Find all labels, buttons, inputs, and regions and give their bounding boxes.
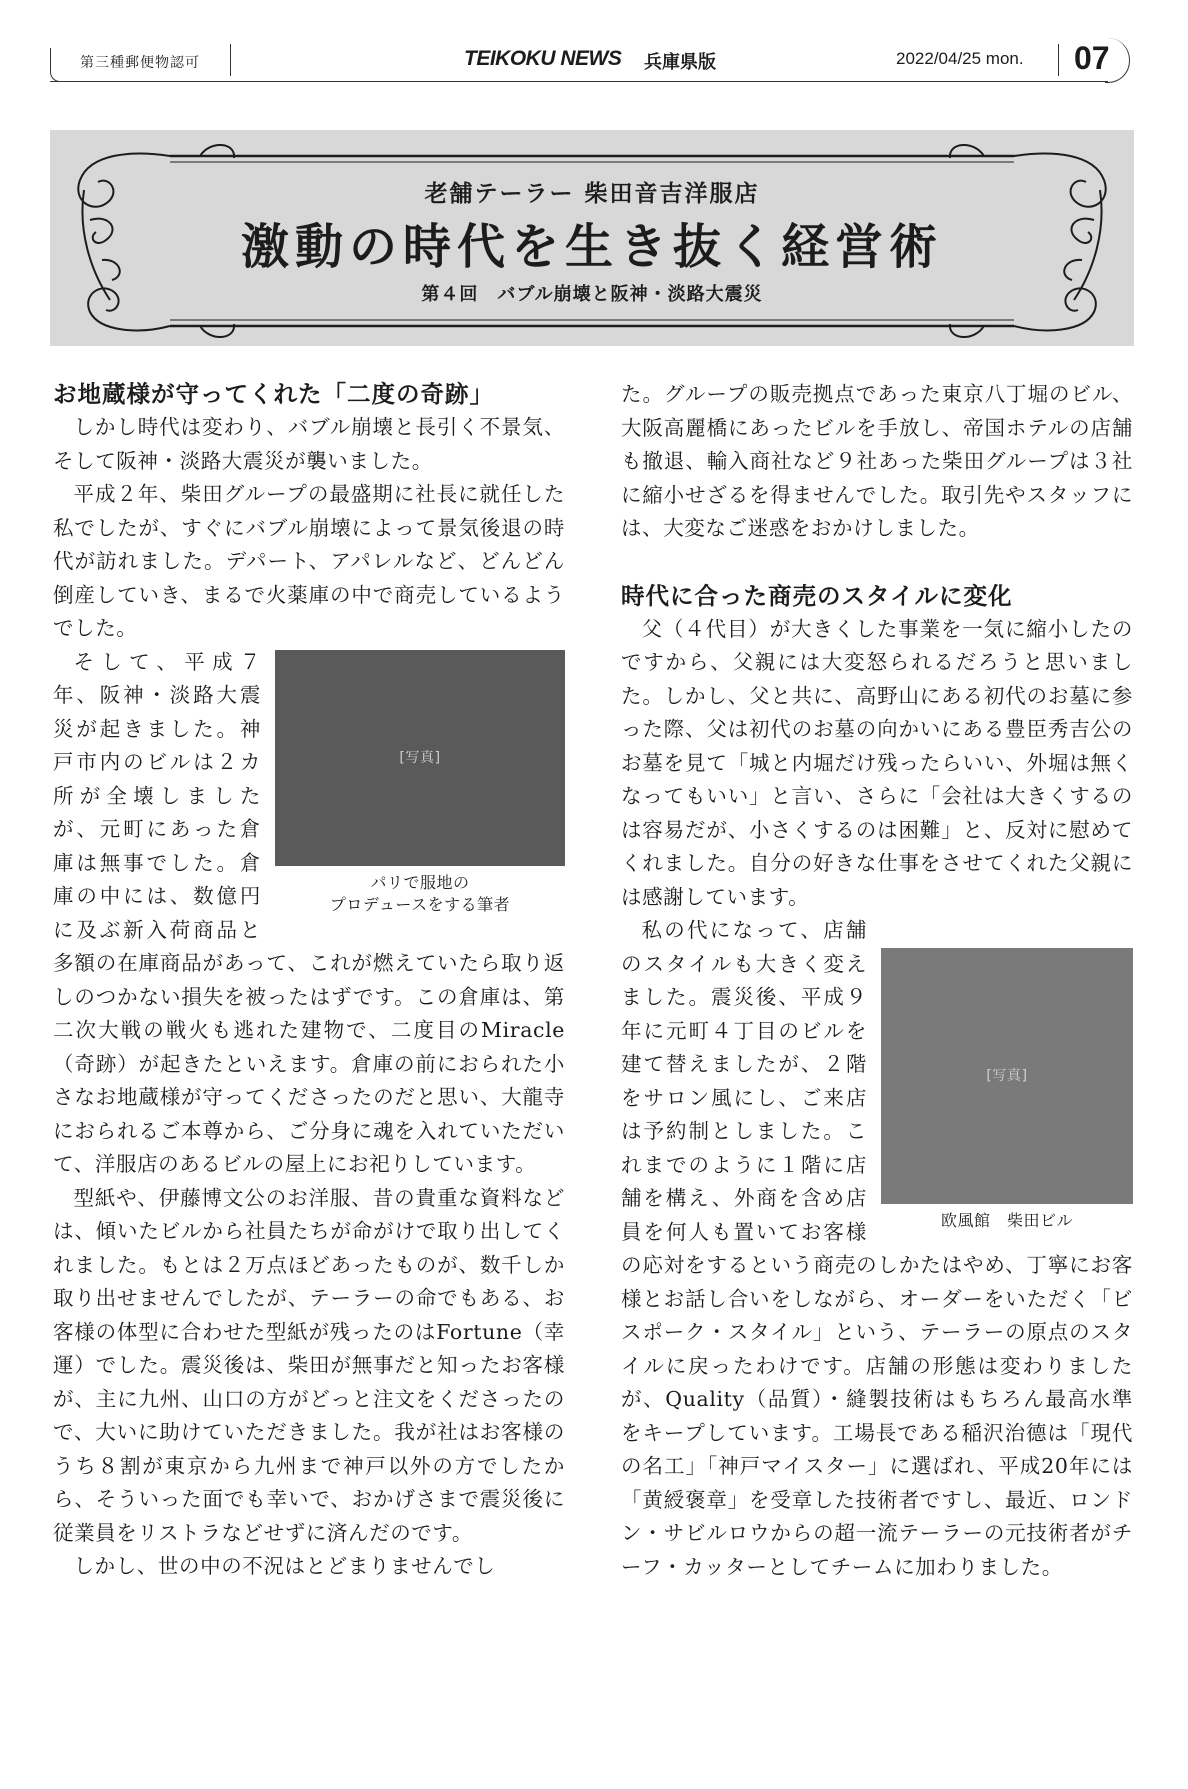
author-photo-figure — [275, 650, 565, 916]
series-banner — [50, 130, 1134, 346]
page-number: 07 — [1074, 40, 1110, 76]
article-paragraph: 型紙や、伊藤博文公のお洋服、昔の貴重な資料などは、傾いたビルから社員たちが命がけで取り出してくれました。もとは２万点ほどあったものが、数千しか取り出せませんでしたが、テーラーの命でもある、お客様の体型に合わせた型紙が残ったのはFortune（幸運）でした。震災後は、柴田が無事だと知ったお客様が、主に九州、山口の方がどっと注文をくださったので、大いに助けていただきました。我が社はお客様のうち８割が東京から九州まで神戸以外の方でしたから、そういった面でも幸いで、おかげさまで震災後に従業員をリストラなどせずに済んだのです。 — [53, 1185, 565, 1545]
photo-caption-line: パリで服地の — [370, 872, 470, 892]
issue-date: 2022/04/25 mon. — [896, 49, 1024, 68]
article-paragraph: しかし、世の中の不況はとどまりませんでし — [73, 1554, 496, 1578]
article-column-left — [53, 378, 565, 1584]
edition-label: 兵庫県版 — [644, 52, 716, 73]
article-paragraph: 私の代になって、店舗のスタイルも大きく変えました。震災後、平成９年に元町４丁目のビルを建て替えましたが、２階をサロン風にし、ご来店は予約制としました。これまでのように１階に店舗を構え、外商を含め店員を何人も置いてお客様の応対をするという商売のしかたはやめ、丁寧にお客様とお話し合いをしながら、オーダーをいただく「ビスポーク・スタイル」という、テーラーの原点のスタイルに戻ったわけです。店舗の形態は変わりましたが、Quality（品質）・縫製技術はもちろん最高水準をキープしています。工場長である稲沢治德は「現代の名工」「神戸マイスター」に選ばれ、平成20年には「黄綬褒章」を受章した技術者ですし、最近、ロンドン・サビルロウからの超一流テーラーの元技術者がチーフ・カッターとしてチームに加わりました。 — [621, 918, 1133, 1579]
header-divider — [230, 44, 231, 76]
page-header — [50, 38, 1130, 82]
section-heading: 時代に合った商売のスタイルに変化 — [621, 581, 1013, 610]
series-kicker: 老舗テーラー 柴田音吉洋服店 — [424, 180, 760, 207]
postal-permit: 第三種郵便物認可 — [80, 55, 200, 71]
series-title: 激動の時代を生き抜く経営術 — [240, 219, 943, 275]
article-paragraph-continued: た。グループの販売拠点であった東京八丁堀のビル、大阪高麗橋にあったビルを手放し、帝国ホテルの店舗も撤退、輸入商社など９社あった柴田グループは３社に縮小せざるを得ませんでした。取引先やスタッフには、大変なご迷惑をおかけしました。 — [621, 382, 1133, 540]
section-heading: お地蔵様が守ってくれた「二度の奇跡」 — [53, 380, 494, 408]
article-paragraph: 父（４代目）が大きくした事業を一気に縮小したのですから、父親には大変怒られるだろうと思いました。しかし、父と共に、高野山にある初代のお墓に参った際、父は初代のお墓の向かいにある豊臣秀吉公のお墓を見て「城と内堀だけ残ったらいい、外堀は無くなってもいい」と言い、さらに「会社は大きくするのは容易だが、小さくするのは困難」と、反対に慰めてくれました。自分の好きな仕事をさせてくれた父親には感謝しています。 — [621, 616, 1133, 909]
episode-subtitle: 第４回 バブル崩壊と阪神・淡路大震災 — [421, 284, 763, 305]
article-paragraph: そして、平成７年、阪神・淡路大震災が起きました。神戸市内のビルは２カ所が全壊しましたが、元町にあった倉庫は無事でした。倉庫の中には、数億円に及ぶ新入荷商品と多額の在庫商品があって、これが燃えていたら取り返しのつかない損失を被ったはずです。この倉庫は、第二次大戦の戦火も逃れた建物で、二度目のMiracle（奇跡）が起きたといえます。倉庫の前におられた小さなお地蔵様が守ってくださったのだと思い、大龍寺におられるご本尊から、ご分身に魂を入れていただいて、洋服店のあるビルの屋上にお祀りしています。 — [53, 649, 565, 1176]
author-photo: [写真] — [275, 650, 565, 866]
header-right-bracket — [1105, 38, 1130, 83]
building-photo: [写真] — [881, 948, 1133, 1204]
photo-caption-line: プロデュースをする筆者 — [329, 894, 511, 914]
article-column-right — [621, 378, 1133, 1584]
building-photo-figure — [881, 948, 1133, 1232]
article-paragraph: しかし時代は変わり、バブル崩壊と長引く不景気、そして阪神・淡路大震災が襲いました。 — [53, 415, 565, 473]
article-paragraph: 平成２年、柴田グループの最盛期に社長に就任した私でしたが、すぐにバブル崩壊によって景気後退の時代が訪れました。デパート、アパレルなど、どんどん倒産していき、まるで火薬庫の中で商売しているようでした。 — [53, 482, 565, 640]
photo-caption — [275, 872, 565, 916]
header-rule — [50, 81, 1108, 82]
header-divider — [1058, 44, 1059, 76]
photo-caption: 欧風館 柴田ビル — [940, 1211, 1073, 1230]
publication-brand: TEIKOKU NEWS — [464, 47, 622, 70]
header-left-bracket — [50, 48, 61, 82]
